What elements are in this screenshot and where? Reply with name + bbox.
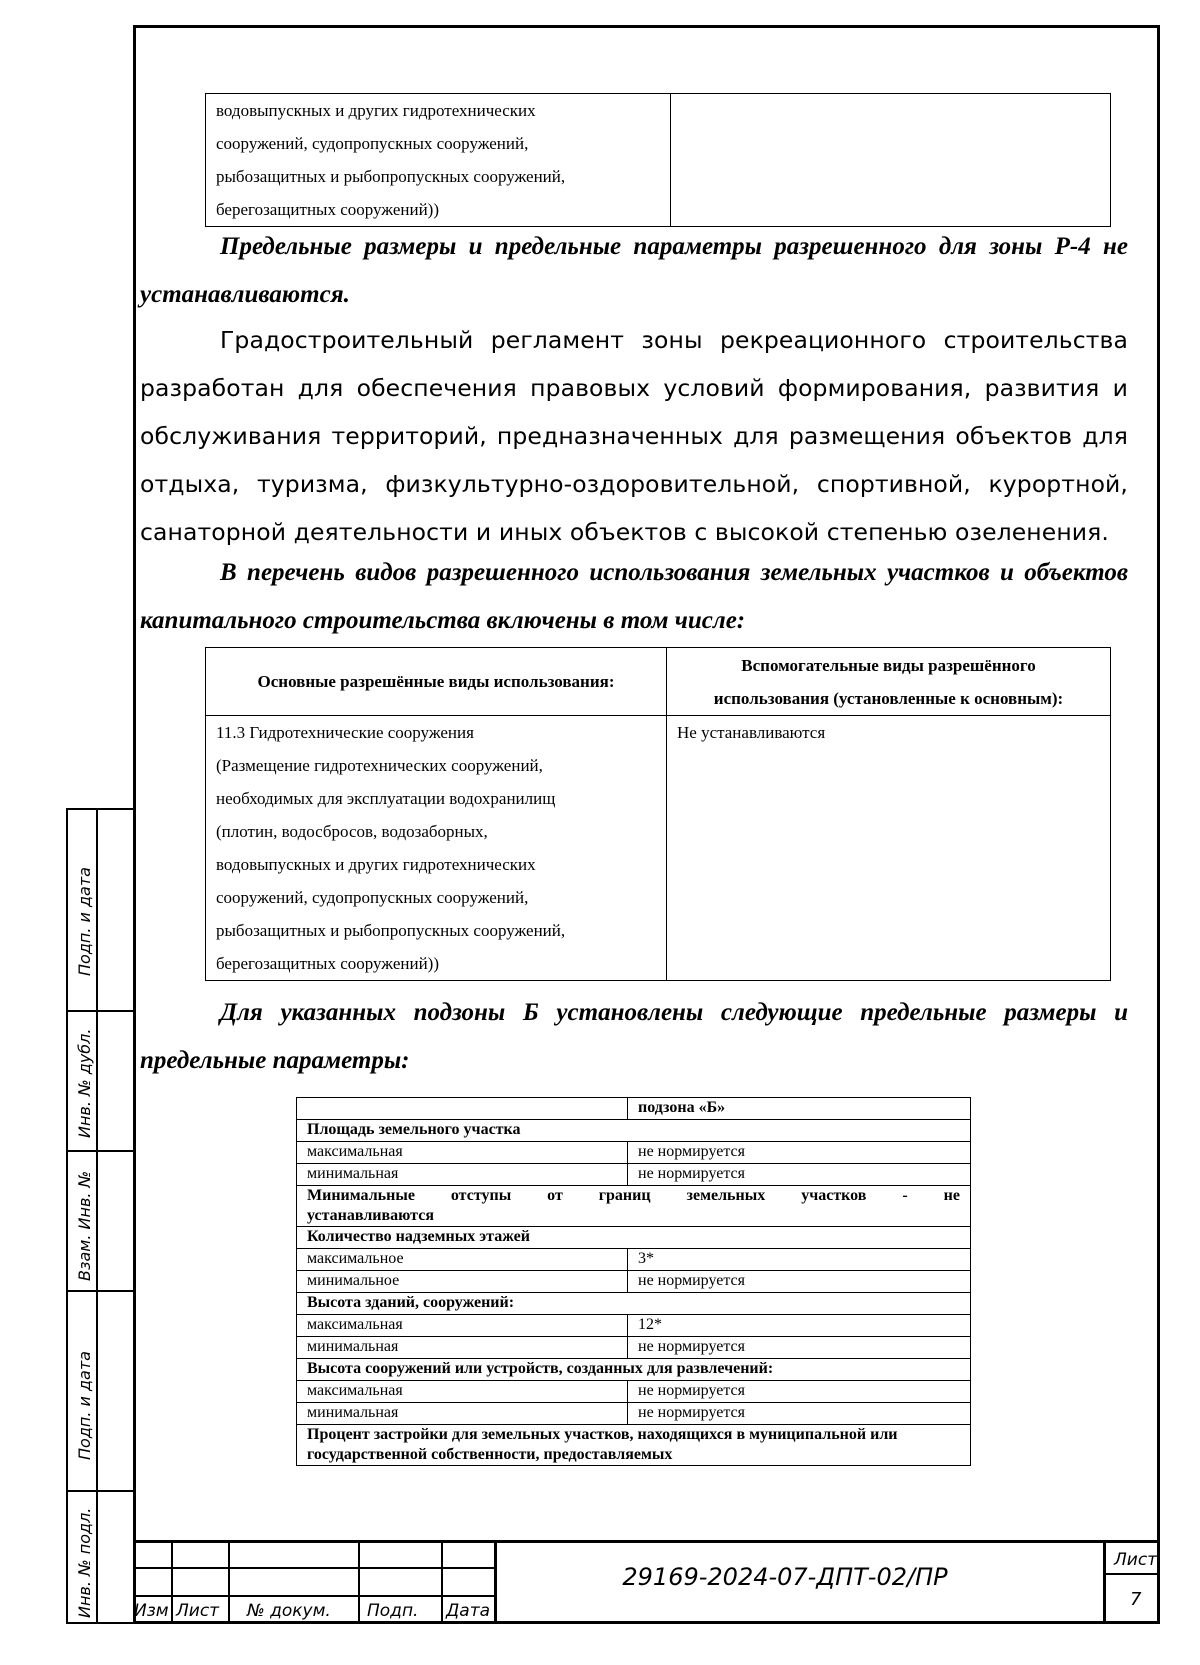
continuation-table	[205, 93, 1111, 227]
params-value: не нормируется	[628, 1337, 971, 1359]
title-block-col-line	[1103, 1540, 1106, 1624]
params-section: Процент застройки для земельных участков, находящихся в муниципальной или государственной собственности, предоставляемых	[297, 1425, 971, 1466]
stamp-line	[68, 1150, 133, 1152]
paragraph-params-intro: Для указанных подзоны Б установлены следующие предельные размеры и предельные параметры:	[140, 999, 1128, 1074]
title-block-col-line	[494, 1540, 497, 1624]
params-value: не нормируется	[628, 1164, 971, 1186]
params-table	[296, 1097, 971, 1466]
label-podp: Подп.	[367, 1601, 419, 1621]
label-izm: Изм	[134, 1601, 169, 1621]
paragraph-limits-r4: Предельные размеры и предельные параметры разрешенного для зоны Р-4 не устанавливаются.	[140, 233, 1128, 308]
uses-header-aux	[667, 648, 1111, 716]
stamp-line	[68, 1010, 133, 1012]
text-line: сооружений, судопропускных сооружений,	[216, 888, 529, 907]
label-data: Дата	[446, 1601, 491, 1621]
params-section: Площадь земельного участка	[297, 1120, 971, 1142]
uses-main-cell	[206, 716, 667, 981]
stamp-label-podp-data: Подп. и дата	[75, 1351, 94, 1460]
uses-table	[205, 647, 1111, 981]
document-code: 29169-2024-07-ДПТ-02/ПР	[622, 1563, 948, 1591]
params-section: Количество надземных этажей	[297, 1227, 971, 1249]
uses-aux-cell: Не устанавливаются	[667, 716, 1111, 981]
text-line: (плотин, водосбросов, водозаборных,	[216, 822, 488, 841]
params-label: минимальная	[297, 1403, 628, 1425]
label-list: Лист	[176, 1601, 220, 1621]
text-line: рыбозащитных и рыбопропускных сооружений,	[216, 167, 566, 186]
text-line: рыбозащитных и рыбопропускных сооружений,	[216, 921, 566, 940]
params-value: не нормируется	[628, 1381, 971, 1403]
title-block-col-line	[228, 1540, 230, 1624]
title-block-col-line	[171, 1540, 173, 1624]
params-col-header: подзона «Б»	[628, 1098, 971, 1120]
params-value: 3*	[628, 1249, 971, 1271]
text-line: водовыпускных и других гидротехнических	[216, 855, 536, 874]
uses-header-main: Основные разрешённые виды использования:	[206, 648, 667, 716]
params-value: не нормируется	[628, 1142, 971, 1164]
params-label: минимальная	[297, 1337, 628, 1359]
text-line: берегозащитных сооружений))	[216, 200, 439, 219]
label-sheet: Лист	[1114, 1550, 1158, 1570]
paragraph-uses-intro: В перечень видов разрешенного использования земельных участков и объектов капитального строительства включены в том числе:	[140, 559, 1128, 634]
params-section: Высота сооружений или устройств, созданных для развлечений:	[297, 1359, 971, 1381]
title-block-col-line	[441, 1540, 443, 1624]
params-label: максимальная	[297, 1315, 628, 1337]
params-label: минимальное	[297, 1271, 628, 1293]
text-line: берегозащитных сооружений))	[216, 954, 439, 973]
text-line: сооружений, судопропускных сооружений,	[216, 134, 529, 153]
text-line: необходимых для эксплуатации водохранилищ	[216, 789, 556, 808]
text-line: 11.3 Гидротехнические сооружения	[216, 723, 474, 742]
paragraph-regulation: Градостроительный регламент зоны рекреационного строительства разработан для обеспечения правовых условий формирования, развития и обслуживания территорий, предназначенных для размещения объектов для отдыха, туризма, физкультурно-оздоровительной, спортивной, курортной, санаторной деятельности и иных объектов с высокой степенью озеленения.	[140, 326, 1128, 546]
stamp-label-inv-podl: Инв. № подл.	[75, 1507, 94, 1618]
header-line: использования (установленные к основным):	[713, 688, 1064, 708]
stamp-label-inv-dubl: Инв. № дубл.	[75, 1028, 94, 1138]
header-line: Вспомогательные виды разрешённого	[741, 655, 1036, 675]
params-label: максимальная	[297, 1381, 628, 1403]
continuation-right-cell	[671, 94, 1111, 227]
stamp-line	[68, 1290, 133, 1292]
stamp-line	[68, 1490, 133, 1492]
params-value: не нормируется	[628, 1403, 971, 1425]
text-line: (Размещение гидротехнических сооружений,	[216, 756, 543, 775]
label-n-dokum: № докум.	[247, 1601, 331, 1621]
params-section: Минимальные отступы от границ земельных участков - не устанавливаются	[297, 1186, 971, 1227]
params-value: не нормируется	[628, 1271, 971, 1293]
stamp-label-vzam-inv: Взам. Инв. №	[75, 1170, 94, 1281]
params-label: минимальная	[297, 1164, 628, 1186]
title-block-top-line	[133, 1540, 1160, 1543]
params-label: максимальная	[297, 1142, 628, 1164]
params-header-empty	[297, 1098, 628, 1120]
side-stamp-divider	[96, 810, 98, 1622]
continuation-left-cell	[206, 94, 671, 227]
params-label: максимальное	[297, 1249, 628, 1271]
title-block-col-line	[358, 1540, 360, 1624]
params-value: 12*	[628, 1315, 971, 1337]
stamp-label-podp-data: Подп. и дата	[75, 867, 94, 976]
params-section: Высота зданий, сооружений:	[297, 1293, 971, 1315]
text-line: водовыпускных и других гидротехнических	[216, 101, 536, 120]
title-block-sheet-line	[1103, 1573, 1160, 1575]
sheet-number: 7	[1130, 1589, 1142, 1610]
